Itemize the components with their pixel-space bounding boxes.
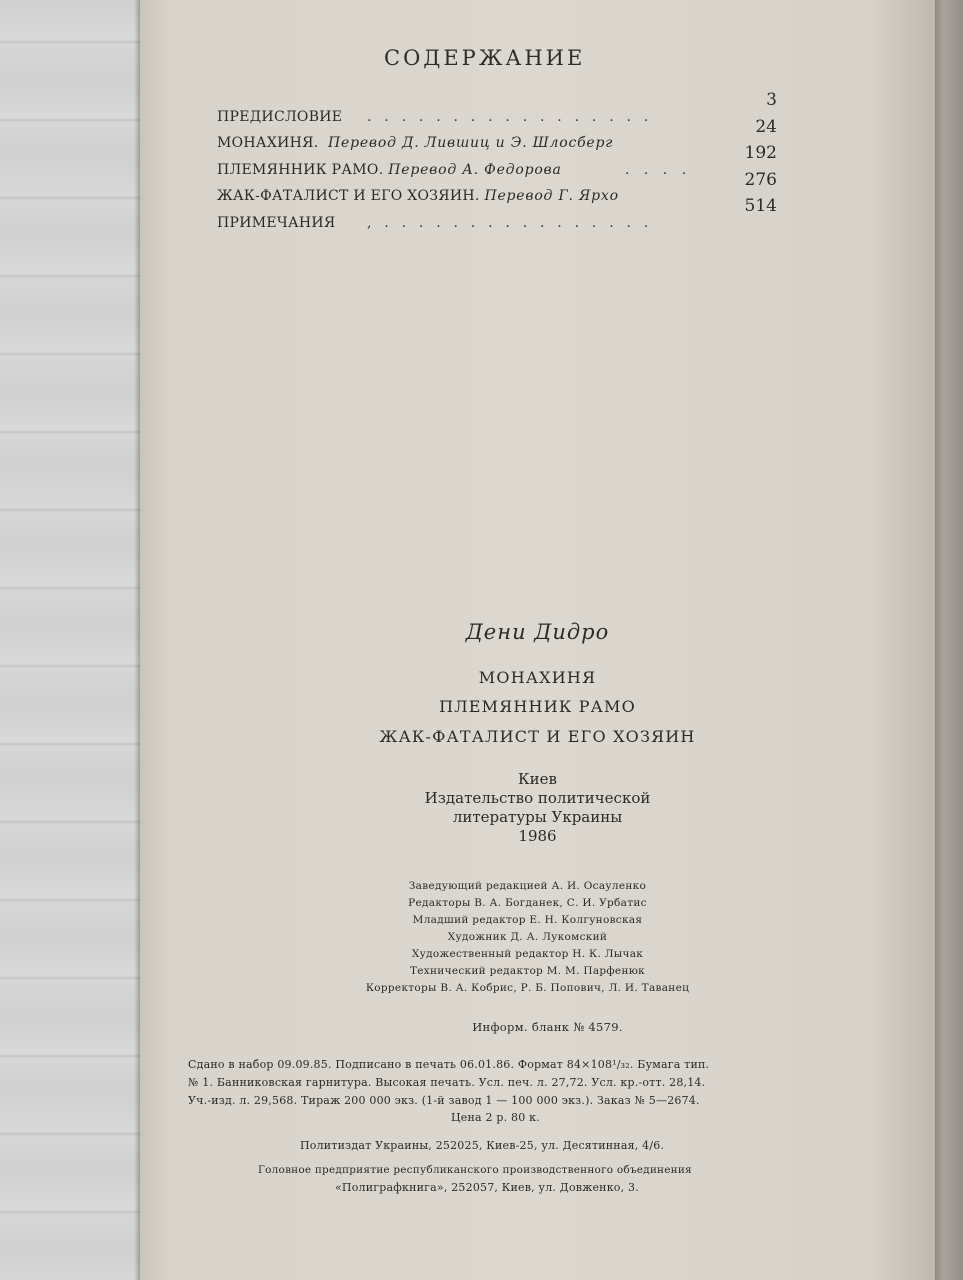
credit-line: Художественный редактор Н. К. Лычак <box>411 948 644 960</box>
work-title: МОНАХИНЯ <box>478 668 597 687</box>
publisher-address: Политиздат Украины, 252025, Киев-25, ул. Десятинная, 4/6. <box>300 1139 665 1152</box>
toc-entry-title: ПРИМЕЧАНИЯ <box>217 214 336 231</box>
info-blank-number: Информ. бланк № 4579. <box>472 1020 623 1034</box>
author-name: Дени Дидро <box>465 620 610 644</box>
imprint-line: № 1. Банниковская гарнитура. Высокая печать. Усл. печ. л. 27,72. Усл. кр.-отт. 28,14. <box>188 1076 706 1089</box>
toc-entry-title: ЖАК-ФАТАЛИСТ И ЕГО ХОЗЯИН. <box>217 188 480 204</box>
credit-line: Редакторы В. А. Богданек, С. И. Урбатис <box>408 897 647 909</box>
toc-page-number: 276 <box>744 169 777 190</box>
price: Цена 2 р. 80 к. <box>451 1111 540 1124</box>
publication-year: 1986 <box>518 827 557 845</box>
toc-leader-dots: , . . . . . . . . . . . . . . . . <box>367 214 653 231</box>
toc-page-number: 514 <box>744 196 777 216</box>
publisher-name: Издательство политической <box>424 789 651 807</box>
toc-page-number: 3 <box>766 90 777 110</box>
printer-line: «Полиграфкнига», 252057, Киев, ул. Довженко, 3. <box>335 1181 639 1194</box>
toc-entry[interactable] <box>217 90 777 127</box>
toc-entry-translator: Перевод А. Федорова <box>388 161 562 178</box>
publication-city: Киев <box>518 770 557 788</box>
work-title: ПЛЕМЯННИК РАМО <box>439 697 636 716</box>
toc-page-number: 24 <box>755 116 777 137</box>
credit-line: Младший редактор Е. Н. Колгуновская <box>412 914 643 926</box>
credit-line: Заведующий редакцией А. И. Осауленко <box>408 880 647 892</box>
credit-line: Корректоры В. А. Кобрис, Р. Б. Попович, Л. И. Таванец <box>365 982 690 994</box>
imprint-line: Уч.-изд. л. 29,568. Тираж 200 000 экз. (1-й завод 1 — 100 000 экз.). Заказ № 5—2674. <box>188 1094 700 1107</box>
toc-entry-title: ПРЕДИСЛОВИЕ <box>217 108 343 125</box>
toc-entry-translator: Перевод Д. Лившиц и Э. Шлосберг <box>327 135 614 151</box>
page-edge-shadow <box>935 0 963 1280</box>
printer-line: Головное предприятие республиканского производственного объединения <box>258 1164 692 1176</box>
contents-heading: СОДЕРЖАНИЕ <box>384 46 586 70</box>
toc-page-number: 192 <box>744 143 777 163</box>
table-of-contents <box>217 90 777 233</box>
toc-leader-dots: . . . . . . . . . . . . . . . . . <box>367 108 653 125</box>
credit-line: Технический редактор М. М. Парфенюк <box>409 965 646 977</box>
work-title: ЖАК-ФАТАЛИСТ И ЕГО ХОЗЯИН <box>379 727 696 746</box>
toc-leader-dots: . . . . <box>625 161 692 178</box>
imprint-line: Сдано в набор 09.09.85. Подписано в печать 06.01.86. Формат 84×108¹/₃₂. Бумага тип. <box>188 1058 710 1071</box>
toc-entry-translator: Перевод Г. Ярхо <box>484 188 619 204</box>
toc-entry-title: МОНАХИНЯ. <box>217 135 319 151</box>
credit-line: Художник Д. А. Лукомский <box>447 931 608 943</box>
publisher-name: литературы Украины <box>452 808 623 826</box>
wooden-background <box>0 0 140 1280</box>
toc-entry-title: ПЛЕМЯННИК РАМО. <box>217 161 384 178</box>
